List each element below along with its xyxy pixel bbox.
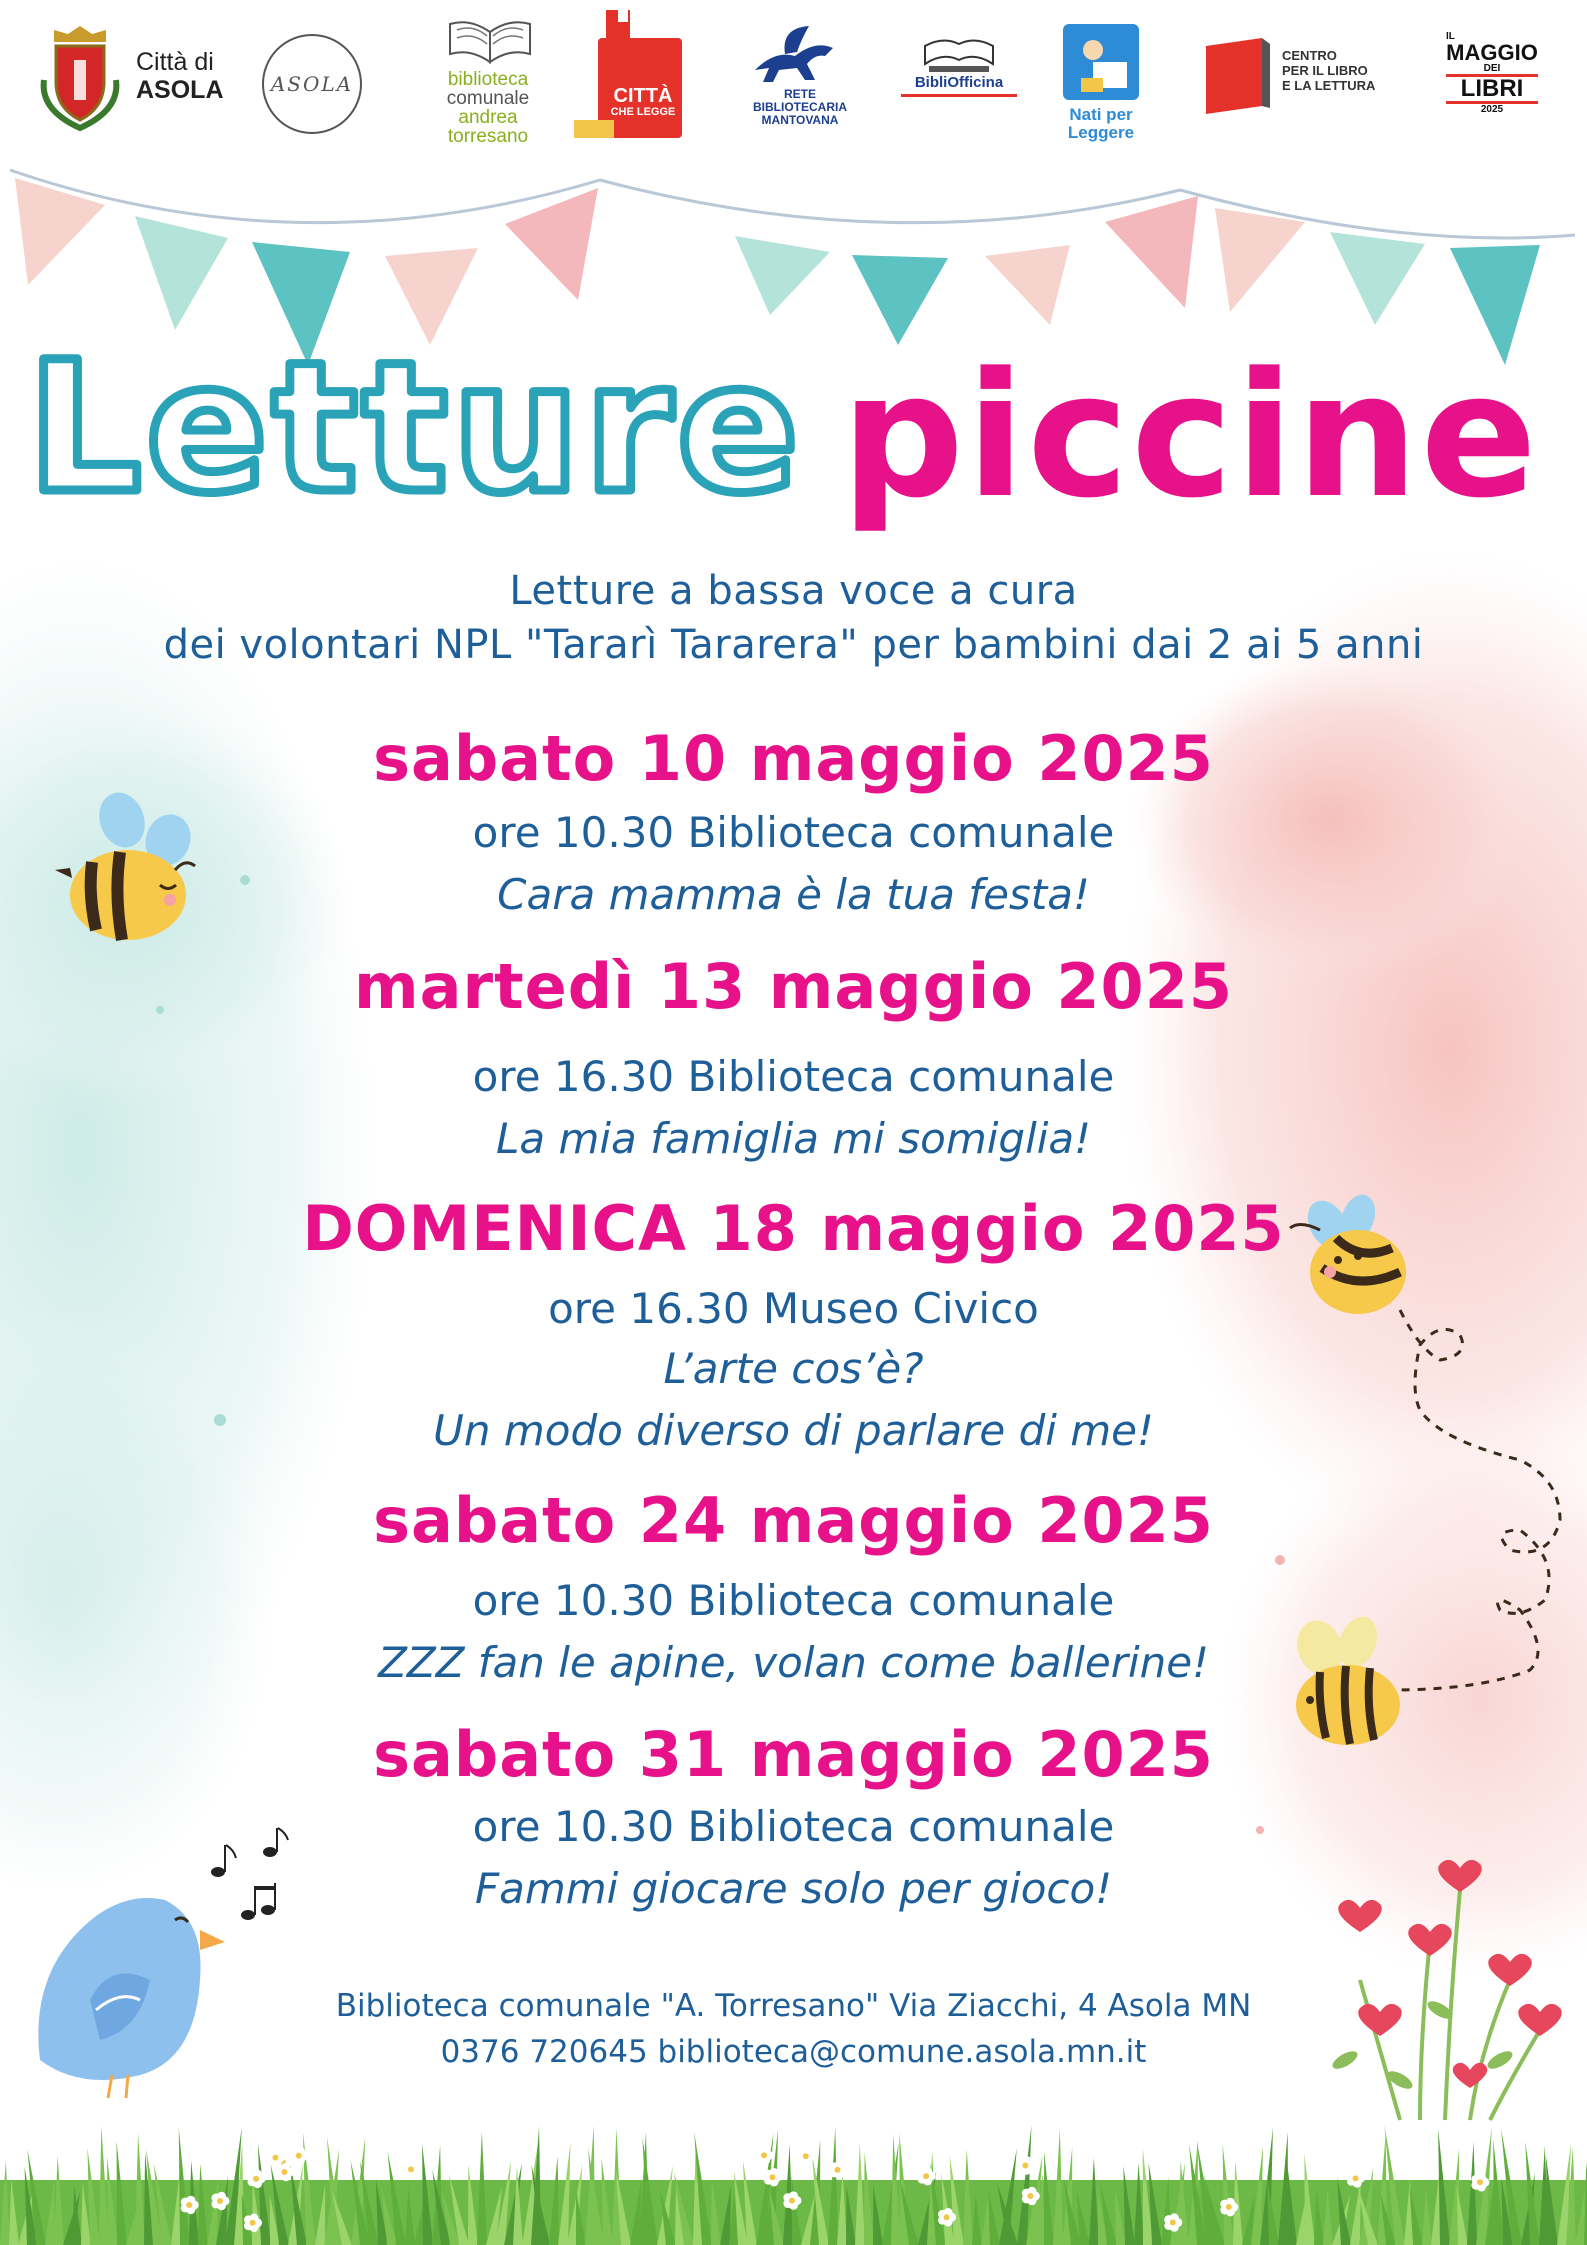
logo-rete-3: MANTOVANA xyxy=(761,113,839,127)
logo-che-legge: CHE LEGGE xyxy=(610,106,676,118)
event-title: Fammi giocare solo per gioco! xyxy=(474,1864,1113,1913)
footer-address: Biblioteca comunale "A. Torresano" Via Ziacchi, 4 Asola MN xyxy=(335,1988,1252,2024)
logo-citta-di: Città di xyxy=(136,48,214,76)
footer-contacts: 0376 720645 biblioteca@comune.asola.mn.it xyxy=(440,2034,1147,2070)
logo-nati-per: Nati per xyxy=(1069,105,1133,124)
event-title: Un modo diverso di parlare di me! xyxy=(433,1406,1154,1455)
event-time-place: ore 16.30 Museo Civico xyxy=(548,1284,1039,1333)
logo-maggio-libri: LIBRI xyxy=(1446,74,1538,104)
logo-biblioteca-2: comunale xyxy=(446,88,530,109)
event-title: Cara mamma è la tua festa! xyxy=(497,870,1090,919)
subtitle-line-1: Letture a bassa voce a cura xyxy=(509,568,1078,614)
event-time-place: ore 10.30 Biblioteca comunale xyxy=(472,1576,1115,1625)
event-title: L’arte cos’è? xyxy=(663,1344,924,1393)
logo-maggio-maggio: MAGGIO xyxy=(1446,40,1538,65)
logo-centro-3: E LA LETTURA xyxy=(1282,78,1376,93)
logo-rete-1: RETE xyxy=(783,87,816,101)
event-date: martedì 13 maggio 2025 xyxy=(354,950,1233,1023)
subtitle-line-2: dei volontari NPL "Tararì Tararera" per bambini dai 2 ai 5 anni xyxy=(163,622,1424,668)
logo-maggio-il: IL xyxy=(1446,31,1455,42)
event-date: sabato 10 maggio 2025 xyxy=(373,722,1214,795)
logo-asola: ASOLA xyxy=(136,76,224,104)
title-piccine: piccine xyxy=(840,335,1540,536)
event-date: sabato 24 maggio 2025 xyxy=(373,1484,1214,1557)
logo-biblioteca-4: torresano xyxy=(447,126,529,147)
logo-biblioteca-3: andrea xyxy=(458,107,518,128)
logo-bibliofficina: BibliOfficina xyxy=(914,74,1004,91)
event-time-place: ore 10.30 Biblioteca comunale xyxy=(472,1802,1115,1851)
logo-maggio-dei: DEI xyxy=(1483,63,1501,74)
logo-centro-1: CENTRO xyxy=(1282,48,1337,63)
event-date: DOMENICA 18 maggio 2025 xyxy=(302,1192,1285,1265)
title-letture: Letture xyxy=(27,330,803,533)
event-time-place: ore 10.30 Biblioteca comunale xyxy=(472,808,1115,857)
event-title: La mia famiglia mi somiglia! xyxy=(495,1114,1091,1163)
logo-leggere: Leggere xyxy=(1067,123,1135,142)
logo-citta: CITTÀ xyxy=(613,85,673,107)
event-time-place: ore 16.30 Biblioteca comunale xyxy=(472,1052,1115,1101)
event-title: ZZZ fan le apine, volan come ballerine! xyxy=(378,1638,1209,1687)
asola-circle-label: ASOLA xyxy=(270,72,354,96)
logo-centro-2: PER IL LIBRO xyxy=(1282,63,1368,78)
logo-rete-2: BIBLIOTECARIA xyxy=(753,100,847,114)
logo-maggio-year: 2025 xyxy=(1480,104,1504,115)
main-title xyxy=(0,330,1587,560)
logo-biblioteca-1: biblioteca xyxy=(447,69,529,90)
event-date: sabato 31 maggio 2025 xyxy=(373,1718,1214,1791)
